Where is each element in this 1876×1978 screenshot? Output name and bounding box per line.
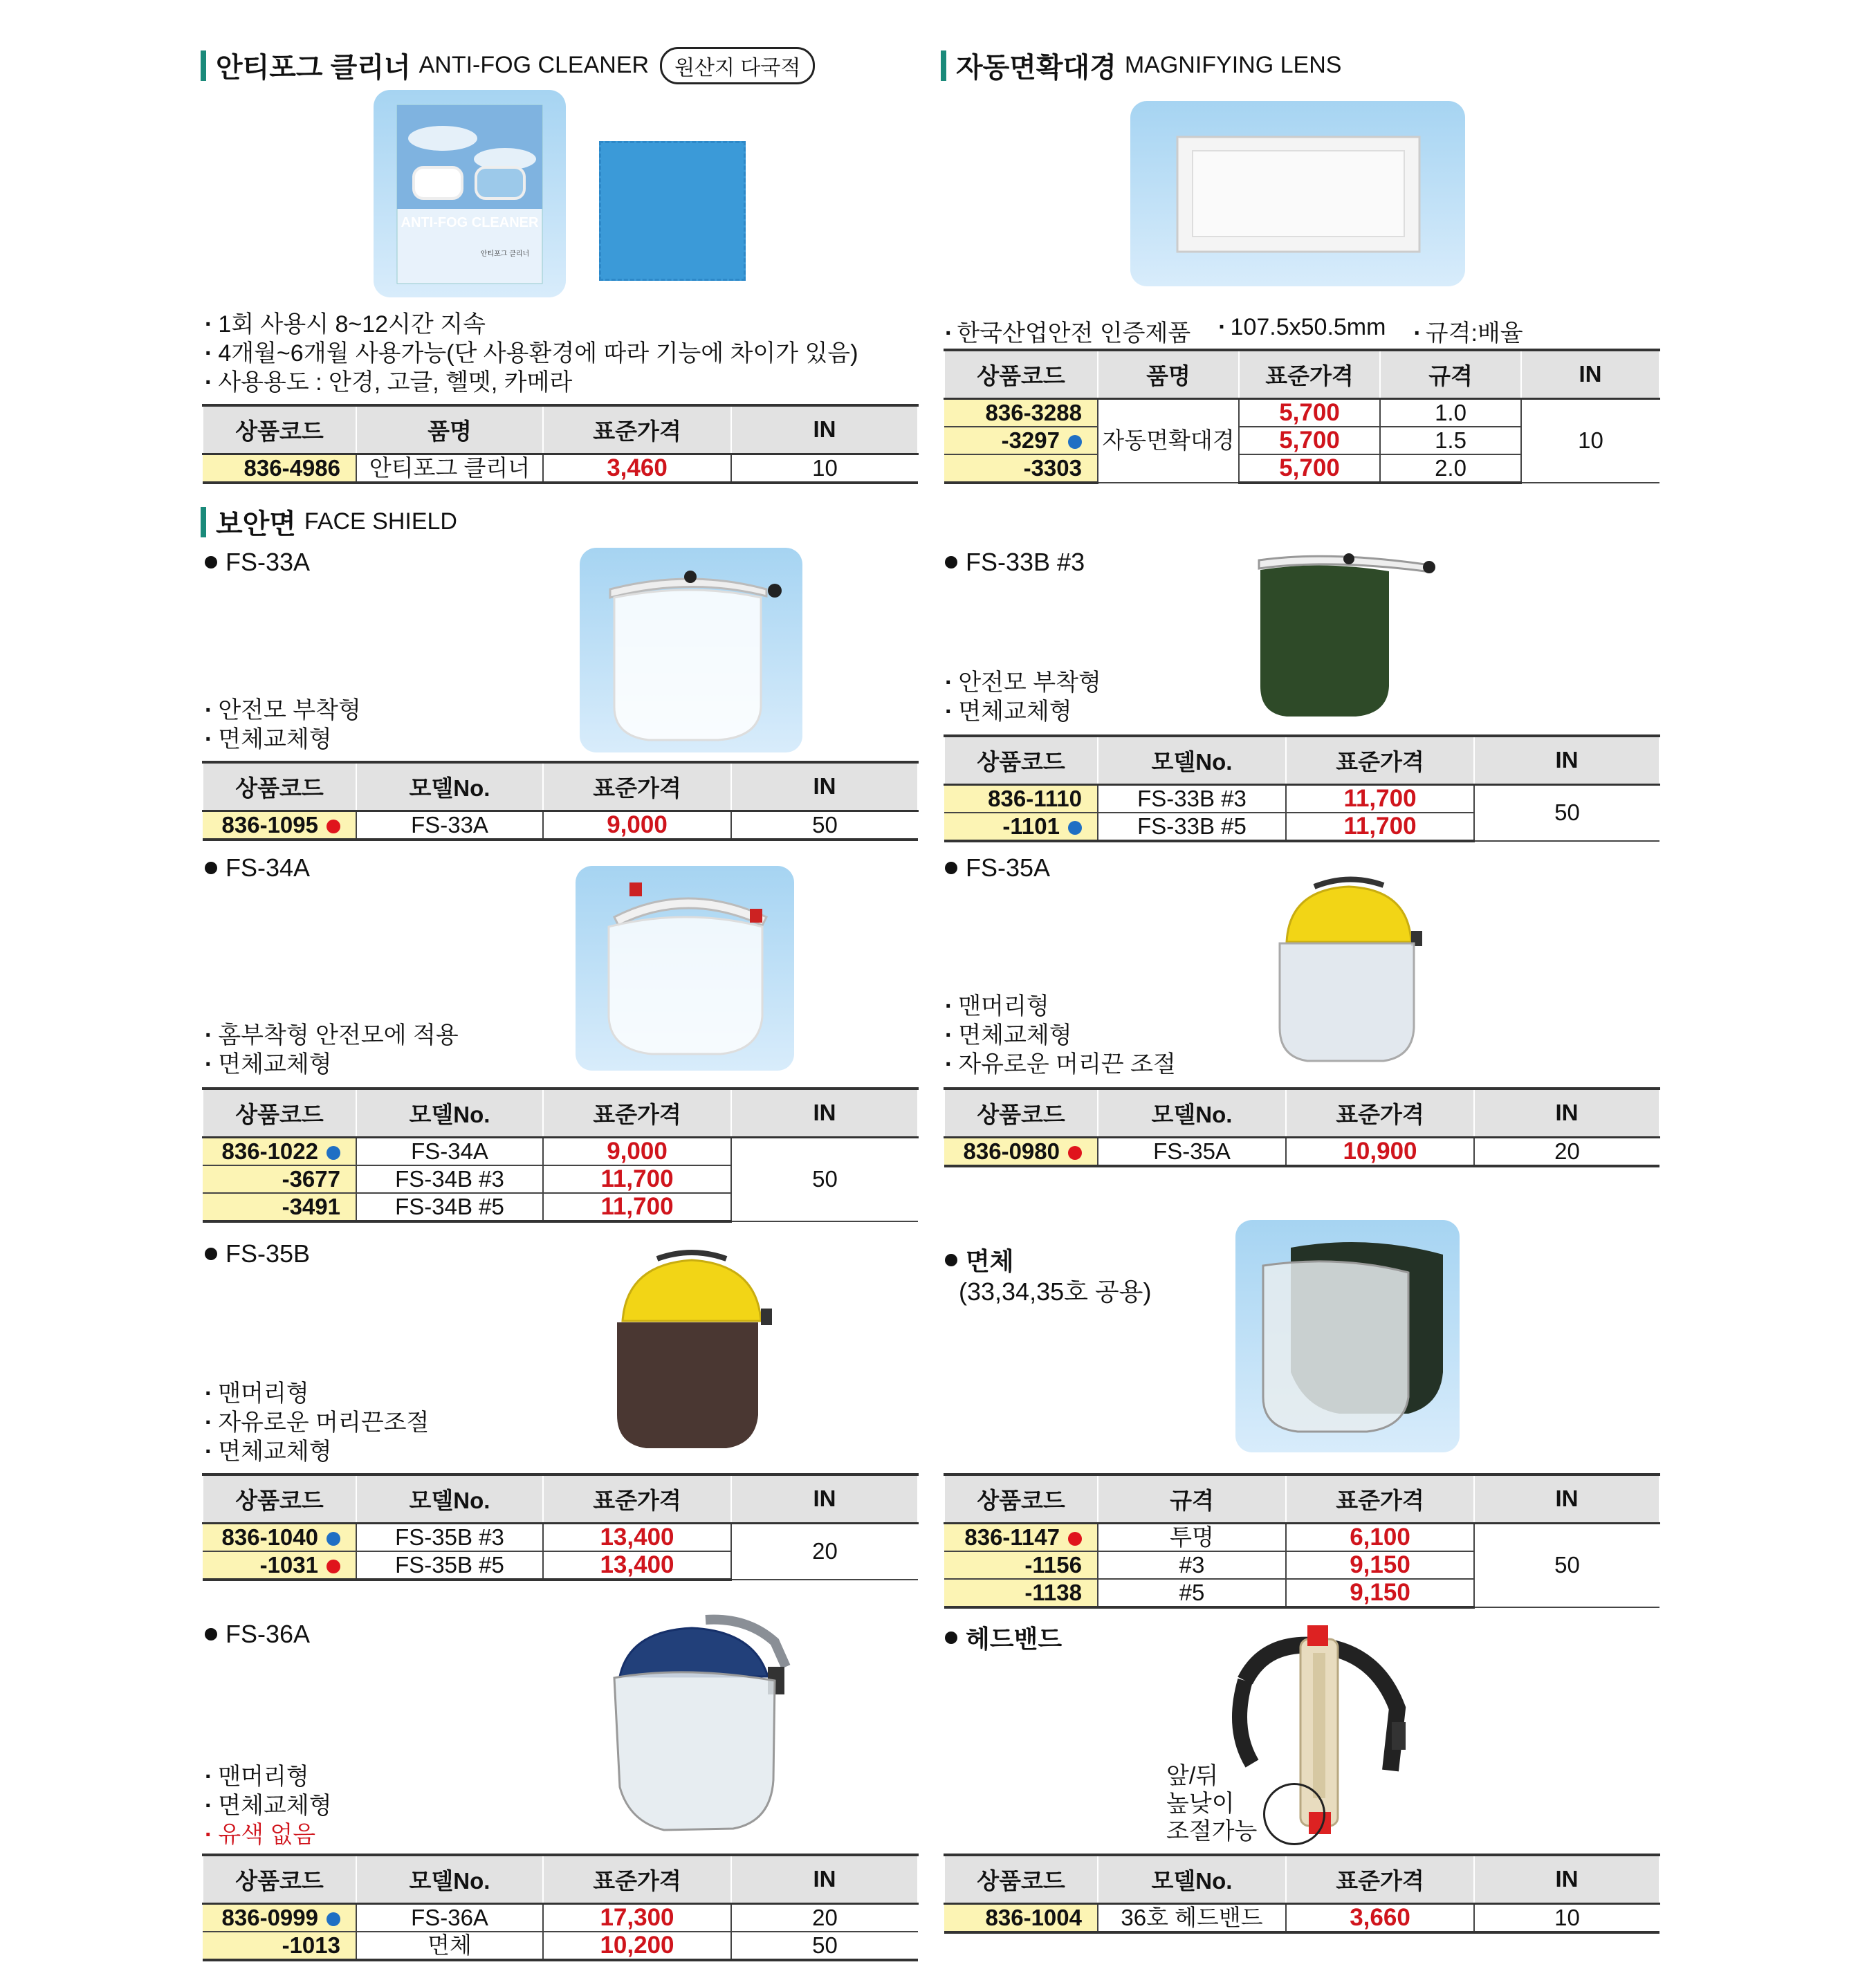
- feature-item: · 유색 없음: [205, 1820, 332, 1849]
- in-qty: 20: [731, 1903, 918, 1932]
- col-header: 표준가격: [1239, 350, 1380, 398]
- product-code: -3297: [944, 427, 1098, 454]
- col-header: 품명: [356, 405, 543, 454]
- product-code: -1156: [944, 1551, 1098, 1579]
- col-header: 상품코드: [944, 1475, 1098, 1523]
- bullet-icon: [205, 1248, 217, 1260]
- fs33a-image: [580, 548, 802, 752]
- product-code: -1101: [944, 813, 1098, 841]
- headband-table: [944, 1854, 1660, 1934]
- col-header: 모델No.: [356, 1475, 543, 1523]
- table-row: [203, 811, 918, 840]
- fs33a-features: [205, 696, 361, 754]
- product-name: 자동면확대경: [1098, 398, 1239, 483]
- anti-fog-table: [202, 404, 919, 484]
- product-name: 안티포그 클리너: [356, 454, 543, 483]
- col-header: IN: [731, 405, 918, 454]
- bullet-icon: [945, 556, 957, 569]
- feature-item: · 안전모 부착형: [945, 668, 1101, 697]
- anti-fog-cloth-image: [599, 141, 746, 281]
- package-text-2: 안티포그 클리너: [480, 250, 530, 258]
- red-marker: [327, 1560, 340, 1573]
- model-no: FS-36A: [356, 1903, 543, 1932]
- feature-item: · 면체교체형: [945, 697, 1101, 726]
- spec: 1.0: [1380, 398, 1521, 427]
- table-row: [944, 1523, 1659, 1551]
- bullet-icon: [945, 862, 957, 874]
- feature-item: · 면체교체형: [205, 725, 361, 754]
- callout-line: 높낮이: [1166, 1791, 1235, 1817]
- magnifying-table: [944, 349, 1660, 484]
- fs33b-features: [945, 668, 1101, 726]
- magnifying-title: [941, 46, 1341, 85]
- magnifying-specs: [945, 314, 1551, 348]
- bullet-icon: [945, 1632, 957, 1644]
- model-no: 36호 헤드밴드: [1098, 1903, 1286, 1932]
- price: 5,700: [1239, 427, 1380, 454]
- col-header: IN: [731, 762, 918, 811]
- visor-image: [1235, 1220, 1460, 1452]
- in-qty: 50: [731, 1932, 918, 1960]
- feature-item: · 맨머리형: [205, 1379, 429, 1408]
- in-qty: 20: [731, 1523, 918, 1580]
- headband-callout: [1166, 1762, 1257, 1845]
- model-no: 면체: [356, 1932, 543, 1960]
- product-code: 836-1022: [203, 1137, 356, 1165]
- fs34a-title: FS-34A: [205, 853, 310, 882]
- in-qty: 10: [1474, 1903, 1659, 1932]
- origin-badge: 원산지 다국적: [660, 47, 815, 84]
- price: 11,700: [1286, 813, 1474, 841]
- col-header: 표준가격: [1286, 1475, 1474, 1523]
- spec-item: · 한국산업안전 인증제품: [945, 314, 1190, 348]
- price: 10,900: [1286, 1137, 1474, 1166]
- col-header: IN: [1474, 1475, 1659, 1523]
- anti-fog-features: [205, 310, 858, 397]
- spec: #5: [1098, 1579, 1286, 1607]
- face-shield-title-en: FACE SHIELD: [304, 508, 457, 535]
- product-code: 836-4986: [203, 454, 356, 483]
- model-no: FS-35B #3: [356, 1523, 543, 1551]
- col-header: IN: [1474, 1855, 1659, 1903]
- price: 11,700: [1286, 784, 1474, 813]
- table-row: [203, 1932, 918, 1960]
- anti-fog-title-ko: 안티포그 클리너: [216, 53, 411, 83]
- feature-item: · 면체교체형: [205, 1791, 332, 1820]
- col-header: 상품코드: [203, 1475, 356, 1523]
- col-header: 모델No.: [356, 1855, 543, 1903]
- fs33b-title: FS-33B #3: [945, 548, 1085, 577]
- feature-item: · 맨머리형: [945, 992, 1176, 1021]
- package-text-1: ANTI-FOG CLEANER: [401, 215, 539, 230]
- model-no: FS-34B #3: [356, 1165, 543, 1193]
- price: 10,200: [543, 1932, 731, 1960]
- col-header: 상품코드: [944, 736, 1098, 784]
- fs35b-table: [202, 1473, 919, 1581]
- col-header: IN: [1474, 736, 1659, 784]
- product-code: -3677: [203, 1165, 356, 1193]
- col-header: 규격: [1380, 350, 1521, 398]
- blue-marker: [327, 1532, 340, 1546]
- price: 11,700: [543, 1165, 731, 1193]
- fs35a-image: [1266, 876, 1439, 1069]
- bullet-icon: [205, 1628, 217, 1640]
- col-header: 상품코드: [944, 1855, 1098, 1903]
- magnifying-lens-image: [1130, 101, 1465, 286]
- table-row: [944, 784, 1659, 813]
- col-header: IN: [1474, 1089, 1659, 1137]
- section-accent-bar: [201, 50, 206, 81]
- col-header: 상품코드: [203, 762, 356, 811]
- col-header: IN: [731, 1855, 918, 1903]
- price: 13,400: [543, 1551, 731, 1580]
- price: 9,000: [543, 811, 731, 840]
- product-code: 836-1095: [203, 811, 356, 840]
- col-header: IN: [1521, 350, 1659, 398]
- price: 5,700: [1239, 454, 1380, 483]
- feature-item: · 4개월~6개월 사용가능(단 사용환경에 따라 기능에 차이가 있음): [205, 339, 858, 368]
- product-code: 836-0980: [944, 1137, 1098, 1166]
- fs35b-title: FS-35B: [205, 1239, 310, 1268]
- bullet-icon: [945, 1254, 957, 1266]
- product-code: -1013: [203, 1932, 356, 1960]
- fs33b-table: [944, 734, 1660, 842]
- fs35a-table: [944, 1087, 1660, 1167]
- col-header: 상품코드: [203, 405, 356, 454]
- spec-item: · 규격:배율: [1413, 314, 1523, 348]
- price: 3,660: [1286, 1903, 1474, 1932]
- col-header: 상품코드: [944, 1089, 1098, 1137]
- fs33a-table: [202, 761, 919, 841]
- model-no: FS-35B #5: [356, 1551, 543, 1580]
- col-header: 표준가격: [1286, 1855, 1474, 1903]
- col-header: 모델No.: [356, 1089, 543, 1137]
- fs34a-table: [202, 1087, 919, 1223]
- col-header: 표준가격: [543, 1855, 731, 1903]
- product-code: 836-1004: [944, 1903, 1098, 1932]
- col-header: 상품코드: [944, 350, 1098, 398]
- face-shield-title: [201, 502, 457, 542]
- in-qty: 10: [1521, 398, 1659, 483]
- col-header: 모델No.: [1098, 1855, 1286, 1903]
- col-header: 표준가격: [543, 1089, 731, 1137]
- col-header: 품명: [1098, 350, 1239, 398]
- blue-marker: [1068, 821, 1082, 835]
- col-header: 모델No.: [1098, 736, 1286, 784]
- col-header: IN: [731, 1089, 918, 1137]
- anti-fog-title: [201, 46, 815, 85]
- fs35b-image: [602, 1249, 789, 1457]
- feature-item: · 면체교체형: [205, 1050, 459, 1079]
- col-header: 표준가격: [543, 762, 731, 811]
- callout-line: 앞/뒤: [1166, 1763, 1219, 1789]
- price: 9,000: [543, 1137, 731, 1165]
- product-code: 836-3288: [944, 398, 1098, 427]
- feature-item: · 1회 사용시 8~12시간 지속: [205, 310, 858, 339]
- feature-item: · 자유로운 머리끈조절: [205, 1408, 429, 1437]
- fs35a-title: FS-35A: [945, 853, 1050, 882]
- price: 13,400: [543, 1523, 731, 1551]
- spec: 투명: [1098, 1523, 1286, 1551]
- bullet-icon: [205, 556, 217, 569]
- visor-subtitle: (33,34,35호 공용): [959, 1277, 1152, 1306]
- magnifying-title-en: MAGNIFYING LENS: [1124, 52, 1342, 78]
- table-row: [944, 398, 1659, 427]
- product-code: -1031: [203, 1551, 356, 1580]
- callout-circle-icon: [1263, 1783, 1325, 1845]
- magnifying-title-ko: 자동면확대경: [956, 53, 1116, 83]
- col-header: 모델No.: [356, 762, 543, 811]
- product-code: 836-1040: [203, 1523, 356, 1551]
- in-qty: 50: [731, 811, 918, 840]
- red-marker: [1068, 1532, 1082, 1546]
- fs34a-features: [205, 1021, 459, 1079]
- table-row: [203, 1137, 918, 1165]
- fs35a-features: [945, 992, 1176, 1079]
- product-code: -3303: [944, 454, 1098, 483]
- col-header: IN: [731, 1475, 918, 1523]
- col-header: 표준가격: [543, 1475, 731, 1523]
- fs36a-table: [202, 1854, 919, 1961]
- model-no: FS-34B #5: [356, 1193, 543, 1221]
- fs35b-features: [205, 1379, 429, 1466]
- price: 6,100: [1286, 1523, 1474, 1551]
- col-header: 모델No.: [1098, 1089, 1286, 1137]
- in-qty: 50: [1474, 784, 1659, 841]
- table-row: [944, 1137, 1659, 1166]
- blue-marker: [327, 1146, 340, 1160]
- model-no: FS-34A: [356, 1137, 543, 1165]
- blue-marker: [327, 1912, 340, 1926]
- table-row: [203, 454, 918, 483]
- in-qty: 10: [731, 454, 918, 483]
- feature-item: · 맨머리형: [205, 1762, 332, 1791]
- product-code: 836-1147: [944, 1523, 1098, 1551]
- table-row: [203, 1523, 918, 1551]
- visor-table: [944, 1473, 1660, 1609]
- in-qty: 20: [1474, 1137, 1659, 1166]
- blue-marker: [1068, 435, 1082, 449]
- in-qty: 50: [731, 1137, 918, 1221]
- price: 9,150: [1286, 1579, 1474, 1607]
- fs33b-image: [1245, 544, 1446, 723]
- model-no: FS-35A: [1098, 1137, 1286, 1166]
- feature-item: · 사용용도 : 안경, 고글, 헬멧, 카메라: [205, 368, 858, 397]
- price: 3,460: [543, 454, 731, 483]
- col-header: 상품코드: [203, 1089, 356, 1137]
- product-code: -3491: [203, 1193, 356, 1221]
- feature-item: · 면체교체형: [205, 1437, 429, 1466]
- col-header: 표준가격: [1286, 736, 1474, 784]
- price: 5,700: [1239, 398, 1380, 427]
- feature-item: · 자유로운 머리끈 조절: [945, 1050, 1176, 1079]
- face-shield-title-ko: 보안면: [216, 509, 296, 539]
- spec: #3: [1098, 1551, 1286, 1579]
- red-marker: [1068, 1146, 1082, 1160]
- model-no: FS-33B #5: [1098, 813, 1286, 841]
- spec: 2.0: [1380, 454, 1521, 483]
- model-no: FS-33B #3: [1098, 784, 1286, 813]
- feature-item: · 면체교체형: [945, 1021, 1176, 1050]
- headband-title: 헤드밴드: [945, 1620, 1062, 1655]
- red-marker: [327, 820, 340, 833]
- table-row: [203, 1903, 918, 1932]
- col-header: 상품코드: [203, 1855, 356, 1903]
- col-header: 표준가격: [1286, 1089, 1474, 1137]
- product-code: 836-0999: [203, 1903, 356, 1932]
- table-row: [944, 1903, 1659, 1932]
- callout-line: 조절가능: [1166, 1818, 1258, 1845]
- anti-fog-title-en: ANTI-FOG CLEANER: [419, 52, 650, 78]
- price: 9,150: [1286, 1551, 1474, 1579]
- feature-item: · 홈부착형 안전모에 적용: [205, 1021, 459, 1050]
- col-header: 표준가격: [543, 405, 731, 454]
- product-code: -1138: [944, 1579, 1098, 1607]
- anti-fog-package-image: [374, 90, 566, 297]
- fs36a-features: [205, 1762, 332, 1849]
- fs36a-image: [595, 1614, 809, 1838]
- section-accent-bar: [941, 50, 946, 81]
- fs34a-image: [576, 866, 794, 1071]
- feature-item: · 안전모 부착형: [205, 696, 361, 725]
- spec-item: · 107.5x50.5mm: [1218, 314, 1386, 348]
- col-header: 규격: [1098, 1475, 1286, 1523]
- fs36a-title: FS-36A: [205, 1620, 310, 1649]
- visor-title: 면체: [945, 1242, 1014, 1277]
- section-accent-bar: [201, 507, 206, 537]
- spec: 1.5: [1380, 427, 1521, 454]
- in-qty: 50: [1474, 1523, 1659, 1607]
- fs33a-title: FS-33A: [205, 548, 310, 577]
- bullet-icon: [205, 862, 217, 874]
- price: 17,300: [543, 1903, 731, 1932]
- price: 11,700: [543, 1193, 731, 1221]
- model-no: FS-33A: [356, 811, 543, 840]
- product-code: 836-1110: [944, 784, 1098, 813]
